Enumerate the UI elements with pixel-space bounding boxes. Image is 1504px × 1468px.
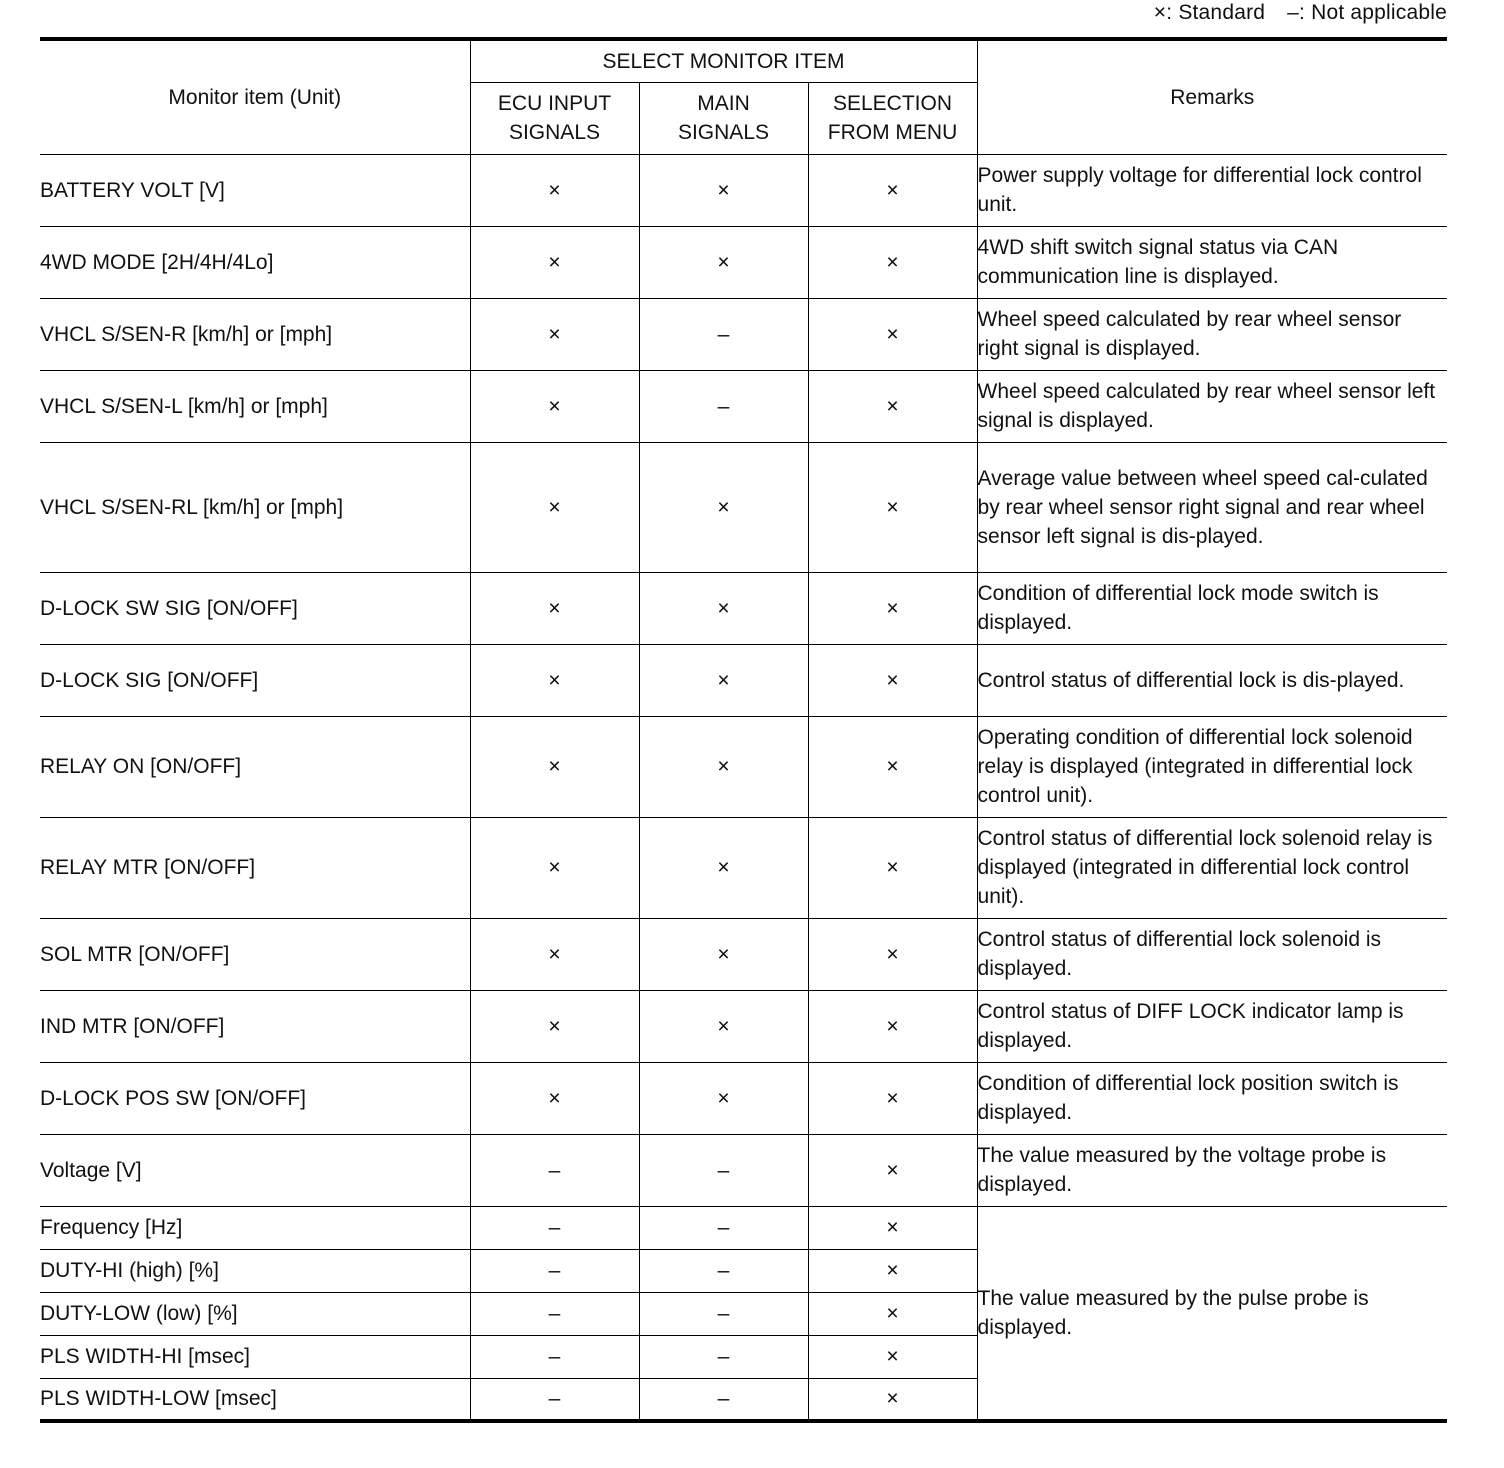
selection-from-menu-mark: × <box>808 572 977 644</box>
ecu-input-mark: – <box>470 1292 639 1335</box>
table-row <box>40 154 1447 226</box>
monitor-item-table <box>40 37 1447 1423</box>
table-row <box>40 298 1447 370</box>
remark-cell: 4WD shift switch signal status via CAN communication line is displayed. <box>977 226 1447 298</box>
header-remarks: Remarks <box>977 39 1447 154</box>
main-signals-mark: × <box>639 442 808 572</box>
ecu-input-mark: × <box>470 298 639 370</box>
remark-cell: Control status of differential lock solenoid relay is displayed (integrated in differential lock control unit). <box>977 817 1447 918</box>
selection-from-menu-mark: × <box>808 226 977 298</box>
selection-from-menu-mark: × <box>808 644 977 716</box>
main-signals-mark: × <box>639 716 808 817</box>
remark-cell: Operating condition of differential lock solenoid relay is displayed (integrated in differential lock control unit). <box>977 716 1447 817</box>
selection-from-menu-mark: × <box>808 716 977 817</box>
merged-remark-cell: The value measured by the pulse probe is displayed. <box>977 1206 1447 1421</box>
monitor-item-cell: BATTERY VOLT [V] <box>40 154 470 226</box>
selection-from-menu-mark: × <box>808 1378 977 1421</box>
selection-from-menu-mark: × <box>808 1062 977 1134</box>
table-row <box>40 1062 1447 1134</box>
ecu-input-mark: – <box>470 1249 639 1292</box>
legend-not-applicable: –: Not applicable <box>1287 1 1447 24</box>
main-signals-mark: – <box>639 1134 808 1206</box>
selection-from-menu-mark: × <box>808 918 977 990</box>
monitor-item-cell: RELAY ON [ON/OFF] <box>40 716 470 817</box>
selection-from-menu-mark: × <box>808 1292 977 1335</box>
ecu-input-mark: × <box>470 154 639 226</box>
header-selection-from-menu: SELECTION FROM MENU <box>808 82 977 154</box>
monitor-item-cell: PLS WIDTH-HI [msec] <box>40 1335 470 1378</box>
ecu-input-mark: × <box>470 918 639 990</box>
selection-from-menu-mark: × <box>808 1134 977 1206</box>
main-signals-mark: – <box>639 1292 808 1335</box>
selection-from-menu-mark: × <box>808 442 977 572</box>
remark-cell: The value measured by the voltage probe is displayed. <box>977 1134 1447 1206</box>
selection-from-menu-mark: × <box>808 1335 977 1378</box>
header-select-monitor-item: SELECT MONITOR ITEM <box>470 39 977 82</box>
ecu-input-mark: – <box>470 1335 639 1378</box>
ecu-input-mark: × <box>470 817 639 918</box>
table-row <box>40 442 1447 572</box>
remark-cell: Wheel speed calculated by rear wheel sensor left signal is displayed. <box>977 370 1447 442</box>
table-row <box>40 226 1447 298</box>
monitor-item-cell: Frequency [Hz] <box>40 1206 470 1249</box>
monitor-item-cell: 4WD MODE [2H/4H/4Lo] <box>40 226 470 298</box>
remark-cell: Average value between wheel speed cal-culated by rear wheel sensor right signal and rear wheel sensor left signal is dis-played. <box>977 442 1447 572</box>
main-signals-mark: × <box>639 572 808 644</box>
legend-standard: ×: Standard <box>1153 1 1266 24</box>
selection-from-menu-mark: × <box>808 1249 977 1292</box>
ecu-input-mark: × <box>470 226 639 298</box>
ecu-input-mark: × <box>470 442 639 572</box>
remark-cell: Control status of differential lock solenoid is displayed. <box>977 918 1447 990</box>
monitor-item-cell: VHCL S/SEN-R [km/h] or [mph] <box>40 298 470 370</box>
table-row <box>40 918 1447 990</box>
monitor-item-cell: RELAY MTR [ON/OFF] <box>40 817 470 918</box>
selection-from-menu-mark: × <box>808 1206 977 1249</box>
main-signals-mark: × <box>639 817 808 918</box>
selection-from-menu-mark: × <box>808 990 977 1062</box>
ecu-input-mark: – <box>470 1378 639 1421</box>
header-main-signals: MAIN SIGNALS <box>639 82 808 154</box>
main-signals-mark: × <box>639 918 808 990</box>
monitor-item-cell: Voltage [V] <box>40 1134 470 1206</box>
monitor-item-cell: DUTY-HI (high) [%] <box>40 1249 470 1292</box>
ecu-input-mark: × <box>470 1062 639 1134</box>
header-monitor-item: Monitor item (Unit) <box>40 39 470 154</box>
main-signals-mark: × <box>639 990 808 1062</box>
ecu-input-mark: – <box>470 1206 639 1249</box>
main-signals-mark: – <box>639 298 808 370</box>
legend <box>1154 0 1447 26</box>
table-row <box>40 572 1447 644</box>
table-row <box>40 370 1447 442</box>
table-row <box>40 990 1447 1062</box>
ecu-input-mark: – <box>470 1134 639 1206</box>
table-row <box>40 817 1447 918</box>
ecu-input-mark: × <box>470 716 639 817</box>
monitor-item-cell: D-LOCK SIG [ON/OFF] <box>40 644 470 716</box>
main-signals-mark: × <box>639 154 808 226</box>
monitor-item-cell: SOL MTR [ON/OFF] <box>40 918 470 990</box>
remark-cell: Power supply voltage for differential lock control unit. <box>977 154 1447 226</box>
remark-cell: Control status of DIFF LOCK indicator lamp is displayed. <box>977 990 1447 1062</box>
monitor-item-cell: PLS WIDTH-LOW [msec] <box>40 1378 470 1421</box>
main-signals-mark: – <box>639 1249 808 1292</box>
main-signals-mark: – <box>639 370 808 442</box>
ecu-input-mark: × <box>470 990 639 1062</box>
monitor-item-cell: DUTY-LOW (low) [%] <box>40 1292 470 1335</box>
selection-from-menu-mark: × <box>808 298 977 370</box>
selection-from-menu-mark: × <box>808 817 977 918</box>
monitor-item-cell: VHCL S/SEN-L [km/h] or [mph] <box>40 370 470 442</box>
main-signals-mark: – <box>639 1206 808 1249</box>
main-signals-mark: × <box>639 226 808 298</box>
monitor-item-cell: D-LOCK POS SW [ON/OFF] <box>40 1062 470 1134</box>
remark-cell: Condition of differential lock position switch is displayed. <box>977 1062 1447 1134</box>
selection-from-menu-mark: × <box>808 154 977 226</box>
table-row <box>40 1206 1447 1249</box>
header-ecu-input-signals: ECU INPUT SIGNALS <box>470 82 639 154</box>
ecu-input-mark: × <box>470 644 639 716</box>
table-row <box>40 716 1447 817</box>
selection-from-menu-mark: × <box>808 370 977 442</box>
monitor-item-cell: VHCL S/SEN-RL [km/h] or [mph] <box>40 442 470 572</box>
ecu-input-mark: × <box>470 572 639 644</box>
remark-cell: Wheel speed calculated by rear wheel sensor right signal is displayed. <box>977 298 1447 370</box>
monitor-item-cell: IND MTR [ON/OFF] <box>40 990 470 1062</box>
table-row <box>40 644 1447 716</box>
remark-cell: Condition of differential lock mode switch is displayed. <box>977 572 1447 644</box>
ecu-input-mark: × <box>470 370 639 442</box>
main-signals-mark: – <box>639 1378 808 1421</box>
table-row <box>40 1134 1447 1206</box>
main-signals-mark: × <box>639 1062 808 1134</box>
main-signals-mark: × <box>639 644 808 716</box>
main-signals-mark: – <box>639 1335 808 1378</box>
remark-cell: Control status of differential lock is dis-played. <box>977 644 1447 716</box>
monitor-item-cell: D-LOCK SW SIG [ON/OFF] <box>40 572 470 644</box>
